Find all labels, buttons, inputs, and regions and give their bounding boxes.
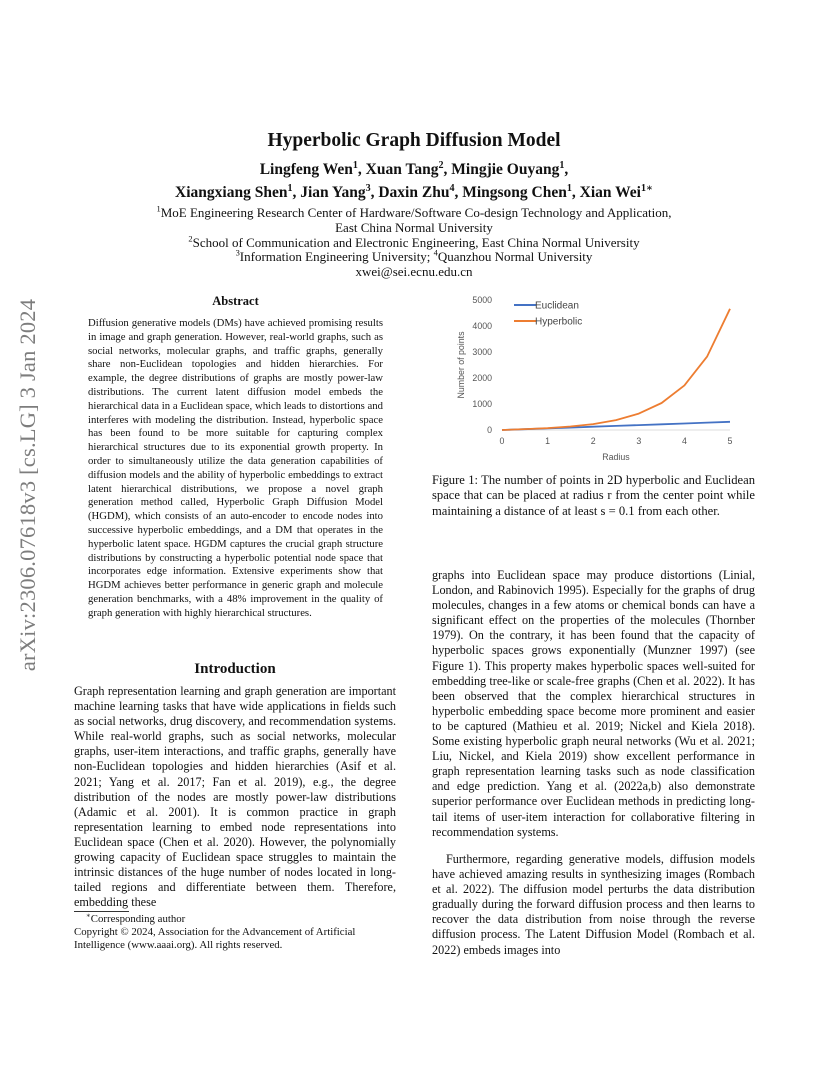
abstract-heading: Abstract	[212, 294, 259, 308]
y-tick-label: 1000	[472, 399, 492, 409]
figure-1-caption: Figure 1: The number of points in 2D hyperbolic and Euclidean space that can be placed at radius r from the center point while maintaining a distance of at least s = 0.1 from each other.	[432, 473, 755, 518]
affiliation-2	[0, 235, 828, 250]
affiliation-3-4	[0, 249, 828, 264]
author-affil-mark: 3	[365, 182, 371, 194]
arxiv-sidebar-stamp	[2, 300, 54, 670]
author-affil-mark: 1	[287, 182, 293, 194]
author: Jian Yang	[300, 184, 366, 201]
y-tick-label: 0	[487, 425, 492, 435]
x-tick-label: 2	[590, 436, 596, 446]
x-tick-label: 0	[499, 436, 505, 446]
arxiv-id-text: arXiv:2306.07618v3 [cs.LG] 3 Jan 2024	[15, 298, 40, 672]
x-ticks	[500, 436, 733, 446]
affil-text: MoE Engineering Research Center of Hardware/Software Co-design Technology and Application,	[160, 205, 672, 220]
affil-mark: 4	[433, 247, 438, 258]
footnote-rule	[74, 911, 129, 912]
chart-legend	[514, 301, 582, 328]
y-tick-label: 3000	[472, 347, 492, 357]
affiliation-1	[0, 205, 828, 220]
right-column-paragraph-1: graphs into Euclidean space may produce distortions (Linial, London, and Rabinovich 1995). Especially for the graphs of drug molecules, changes in a few atoms or chemical bonds can have a significant effect on the properties of the molecules (Thornber 1979). On the contrary, it has been found that the capacity of hyperbolic spaces grows exponentially (Munzner 1997) (see Figure 1). This property makes hyperbolic spaces well-suited for embedding tree-like or scale-free graphs (Chen et al. 2022). It has been observed that the complex hierarchical structures in hyperbolic embedding space become more prominent and easier to be captured (Mathieu et al. 2019; Nickel and Kiela 2018). Some existing hyperbolic graph neural networks (Wu et al. 2021; Liu, Nickel, and Kiela 2019) show excellent performance in graph representation learning tasks such as node classification and edge prediction. Yang et al. (2022a,b) also demonstrate superior performance over Euclidean methods in predicting long-tail items of user-item interaction for collaborative filtering in recommendation systems.	[432, 568, 755, 839]
affiliation-1b: East China Normal University	[335, 220, 493, 235]
authors-line-2: Xiangxiang Shen$^1$, Jian Yang$^3$, Daxin Zhu$^4$, Mingsong Chen$^1$, Xian Wei$^{1∗}$	[175, 182, 653, 201]
abstract-body: Diffusion generative models (DMs) have achieved promising results in image and graph generation. However, real-world graphs, such as social networks, molecular graphs, and traffic graphs, generally share non-Euclidean topologies and hidden hierarchies. For example, the degree distributions of graphs are mostly power-law distributions. The current latent diffusion model embeds the hierarchical data in a Euclidean space, which leads to distortions and interferes with modeling the distribution. Instead, hyperbolic space has been found to be more suitable for capturing complex hierarchical structures due to its exponential growth property. In order to simultaneously utilize the data generation capabilities of diffusion models and the ability of hyperbolic embeddings to extract latent hierarchical distributions, we propose a novel graph generation method called, Hyperbolic Graph Diffusion Model (HGDM), which consists of an auto-encoder to encode nodes into successive hyperbolic embeddings, and a DM that operates in the hyperbolic latent space. HGDM captures the crucial graph structure distributions by constructing a hyperbolic potential node space that incorporates edge information. Extensive experiments show that HGDM achieves better performance in generic graph and molecule generation benchmarks, with a 48% improvement in the quality of graph generation with highly hierarchical structures.	[88, 317, 383, 619]
author: Mingsong Chen	[462, 184, 567, 201]
y-tick-label: 4000	[472, 321, 492, 331]
footnote-block	[74, 913, 396, 952]
affil-mark: 3	[235, 247, 240, 258]
x-tick-label: 3	[636, 436, 642, 446]
author: Xian Wei	[579, 184, 641, 201]
author-affil-mark: 1	[352, 159, 358, 171]
author: Daxin Zhu	[378, 184, 450, 201]
x-axis-label: Radius	[602, 452, 630, 462]
y-axis-label: Number of points	[456, 331, 466, 399]
introduction-heading: Introduction	[194, 661, 276, 677]
y-tick-label: 5000	[472, 295, 492, 305]
footnote-corresponding	[74, 913, 396, 926]
authors-line-1: Lingfeng Wen$^1$, Xuan Tang$^2$, Mingjie Ouyang$^1$,	[259, 159, 569, 178]
x-tick-label: 4	[681, 436, 687, 446]
right-column-paragraph-2: Furthermore, regarding generative models, diffusion models have achieved amazing results in synthesizing images (Rombach et al. 2022). The diffusion model perturbs the data distribution gradually during the forward diffusion process and then learns to recover the data distribution from noise through the reverse diffusion process. The Latent Diffusion Model (Rombach et al. 2022) embeds images into	[432, 852, 755, 957]
footnote-mark: ∗	[86, 911, 91, 920]
contact-email[interactable]: xwei@sei.ecnu.edu.cn	[355, 264, 473, 279]
author-affil-mark: 1	[559, 159, 565, 171]
author: Mingjie Ouyang	[451, 161, 560, 178]
affil-text: Information Engineering University;	[239, 249, 434, 264]
footnote-text: Corresponding author	[90, 913, 186, 925]
affil-mark: 1	[156, 203, 161, 214]
affil-text: School of Communication and Electronic Engineering, East China Normal University	[192, 235, 640, 250]
author: Lingfeng Wen	[259, 161, 353, 178]
affil-text: Quanzhou Normal University	[437, 249, 593, 264]
author-affil-mark: 1	[566, 182, 572, 194]
paper-title: Hyperbolic Graph Diffusion Model	[267, 130, 561, 151]
author-affil-mark: 4	[449, 182, 455, 194]
author-affil-mark: 1∗	[640, 182, 653, 194]
y-tick-label: 2000	[472, 373, 492, 383]
author-affil-mark: 2	[438, 159, 444, 171]
y-ticks	[472, 295, 492, 435]
introduction-body: Graph representation learning and graph generation are important machine learning tasks that have wide applications in fields such as social networks, drug discovery, and recommendation systems. While real-world graphs, such as social networks, molecular graphs, user-item interactions, and traffic graphs, generally have non-Euclidean topologies and hidden hierarchies (Asif et al. 2021; Yang et al. 2017; Fan et al. 2019), e.g., the degree distribution of the nodes are mostly power-law distributions (Adamic et al. 2001). It is common practice in graph representation learning to embed node representations into Euclidean space (Chen et al. 2020). However, the polynomially growing capacity of Euclidean space struggles to maintain the intrinsic distances of the huge number of nodes located in long-tailed regions and differentiate between them. Therefore, embedding these	[74, 684, 396, 910]
figure-1-chart	[440, 288, 750, 468]
copyright-notice: Copyright © 2024, Association for the Advancement of Artificial Intelligence (www.aaai.org). All rights reserved.	[74, 926, 356, 951]
author: Xuan Tang	[365, 161, 439, 178]
affil-mark: 2	[188, 233, 193, 244]
x-tick-label: 5	[727, 436, 733, 446]
legend-label: Euclidean	[535, 300, 579, 312]
legend-label: Hyperbolic	[535, 316, 583, 328]
x-tick-label: 1	[545, 436, 551, 446]
author: Xiangxiang Shen	[175, 184, 288, 201]
